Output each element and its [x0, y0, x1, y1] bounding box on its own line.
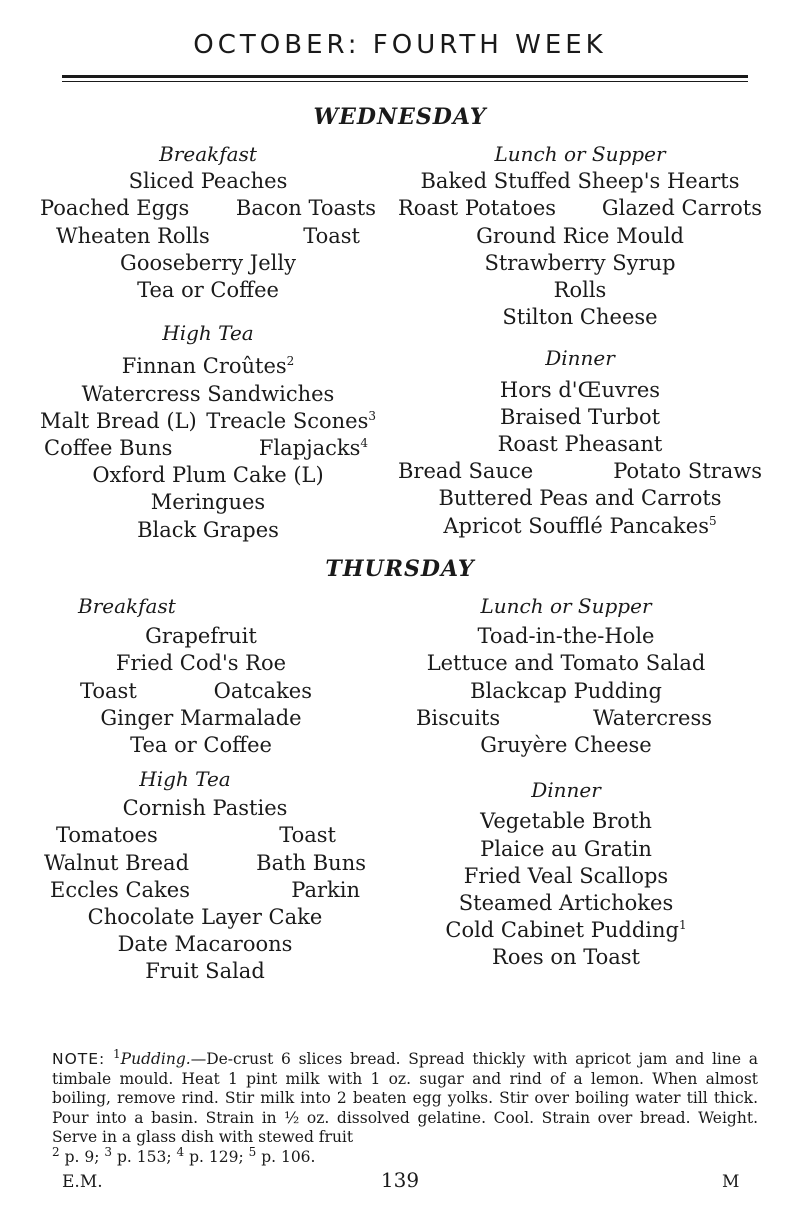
thu-breakfast-heading: Breakfast [78, 594, 176, 618]
menu-item: Toast [279, 823, 336, 848]
menu-item: Cold Cabinet Pudding$^1$ [445, 918, 687, 943]
menu-item: Blackcap Pudding [470, 678, 662, 703]
thu-breakfast-section [74, 593, 354, 759]
footer-signature: E.M. [62, 1172, 103, 1192]
page-reference: $^2$ p. 9; [52, 1144, 100, 1166]
menu-item-pair [398, 195, 762, 222]
menu-item: Stilton Cheese [502, 305, 658, 330]
menu-item: Black Grapes [137, 517, 279, 542]
note-label: NOTE: [52, 1050, 106, 1068]
thu-dinner-heading: Dinner [531, 778, 601, 803]
menu-item: Finnan Croûtes$^2$ [121, 354, 295, 379]
wed-breakfast-heading: Breakfast [159, 142, 257, 166]
header-rule [62, 75, 748, 78]
menu-item-pair [398, 458, 762, 485]
page-reference: $^5$ p. 106. [248, 1144, 316, 1166]
menu-item-pair [416, 705, 716, 732]
wed-lunch-heading: Lunch or Supper [494, 142, 666, 166]
menu-item: Fried Veal Scallops [463, 863, 669, 888]
footer-signature-mark: M [722, 1172, 740, 1192]
thu-lunch-section [416, 593, 716, 972]
menu-item: Date Macaroons [117, 932, 293, 957]
menu-item: Chocolate Layer Cake [87, 905, 323, 930]
menu-item: Poached Eggs [40, 196, 190, 221]
menu-item: Roast Potatoes [398, 196, 557, 221]
thu-high-tea-heading: High Tea [139, 767, 231, 791]
menu-item-pair [40, 435, 376, 462]
menu-item: Ginger Marmalade [100, 705, 302, 730]
menu-item: Buttered Peas and Carrots [438, 486, 722, 511]
menu-item: Strawberry Syrup [484, 250, 676, 275]
menu-item: Coffee Buns [44, 436, 173, 461]
menu-item: Biscuits [416, 705, 501, 730]
menu-item: Tea or Coffee [130, 733, 272, 758]
note-title: Pudding. [120, 1050, 191, 1068]
menu-item: Fried Cod's Roe [115, 651, 287, 676]
menu-item-pair [74, 678, 354, 705]
menu-item: Gooseberry Jelly [120, 250, 296, 275]
wed-breakfast-section [40, 141, 376, 544]
menu-item: Bacon Toasts [235, 196, 376, 221]
menu-item: Malt Bread (L) [40, 408, 197, 433]
menu-item: Oatcakes [213, 678, 312, 703]
menu-item: Potato Straws [613, 459, 762, 484]
wed-dinner-heading: Dinner [545, 346, 615, 371]
note-text: —De-crust 6 slices bread. Spread thickly with apricot jam and line a timbale mould. Heat 1 pint milk with 1 oz. sugar and rind of a lemon. When almost boiling, remove rind. Stir milk into 2 beaten egg yolks. Stir over boiling water till thick. Pour into a basin. Strain in ½ oz. dissolved gelatine. Cool. Strain over bread. Weight. Serve in a glass dish with stewed fruit [52, 1050, 758, 1146]
menu-item: Walnut Bread [44, 850, 190, 875]
menu-item: Oxford Plum Cake (L) [92, 463, 324, 488]
thu-lunch-heading: Lunch or Supper [480, 594, 652, 618]
menu-item-pair [44, 877, 366, 904]
menu-item-pair [40, 195, 376, 222]
menu-item: Watercress [593, 705, 712, 730]
day-title-thursday: THURSDAY [325, 556, 475, 582]
menu-item: Toad-in-the-Hole [477, 624, 655, 649]
menu-item: Sliced Peaches [128, 169, 288, 194]
wed-lunch-section [398, 141, 762, 540]
menu-item: Roast Pheasant [497, 432, 663, 457]
menu-item: Apricot Soufflé Pancakes$^5$ [443, 513, 717, 538]
menu-item: Parkin [291, 877, 360, 902]
menu-item: Braised Turbot [499, 404, 661, 429]
menu-item: Hors d'Œuvres [499, 377, 661, 402]
menu-item: Steamed Artichokes [458, 891, 674, 916]
menu-item: Glazed Carrots [601, 196, 762, 221]
menu-item: Bread Sauce [398, 459, 534, 484]
header-rule-thin [62, 81, 748, 82]
menu-item: Toast [303, 223, 360, 248]
menu-item-pair [44, 822, 366, 849]
menu-item: Toast [80, 678, 137, 703]
menu-item: Treacle Scones$^3$ [206, 408, 376, 433]
menu-item: Flapjacks$^4$ [258, 436, 368, 461]
menu-item-pair [44, 850, 366, 877]
menu-item: Ground Rice Mould [476, 223, 684, 248]
page-reference: $^4$ p. 129; [176, 1144, 244, 1166]
menu-item: Tomatoes [56, 823, 158, 848]
menu-item: Cornish Pasties [122, 796, 288, 821]
wed-high-tea-heading: High Tea [162, 321, 254, 346]
menu-item: Bath Buns [256, 850, 366, 875]
menu-item: Roes on Toast [492, 945, 640, 970]
menu-item: Grapefruit [145, 624, 257, 649]
menu-item: Vegetable Broth [480, 809, 652, 834]
thu-high-tea-section [44, 766, 366, 986]
menu-item: Tea or Coffee [137, 278, 279, 303]
menu-item: Plaice au Gratin [480, 836, 652, 861]
page-number: 139 [380, 1168, 420, 1192]
menu-item: Meringues [150, 490, 266, 515]
menu-item-pair [40, 223, 376, 250]
page-header: OCTOBER: FOURTH WEEK [193, 30, 607, 60]
recipe-note: NOTE: $^1$Pudding.—De-crust 6 slices bread. Spread thickly with apricot jam and line a timbale mould. Heat 1 pint milk with 1 oz. sugar and rind of a lemon. When almost boiling, remove rind. Stir milk into 2 beaten egg yolks. Stir over boiling water till thick. Pour into a basin. Strain in ½ oz. dissolved gelatine. Cool. Strain over bread. Weight. Serve in a glass dish with stewed fruit $^2$ p. 9; $^3$ p. 153; $^4$ p. 129; $^5$ p. 106. [52, 1046, 758, 1166]
menu-item: Wheaten Rolls [56, 223, 210, 248]
menu-item: Baked Stuffed Sheep's Hearts [420, 169, 740, 194]
menu-item: Eccles Cakes [50, 877, 190, 902]
menu-item: Fruit Salad [145, 959, 265, 984]
menu-item: Rolls [553, 278, 607, 303]
menu-item: Gruyère Cheese [480, 733, 652, 758]
menu-item-pair [40, 408, 376, 435]
day-title-wednesday: WEDNESDAY [313, 104, 487, 130]
menu-item: Watercress Sandwiches [81, 381, 335, 406]
menu-item: Lettuce and Tomato Salad [426, 651, 706, 676]
page-reference: $^3$ p. 153; [104, 1144, 172, 1166]
